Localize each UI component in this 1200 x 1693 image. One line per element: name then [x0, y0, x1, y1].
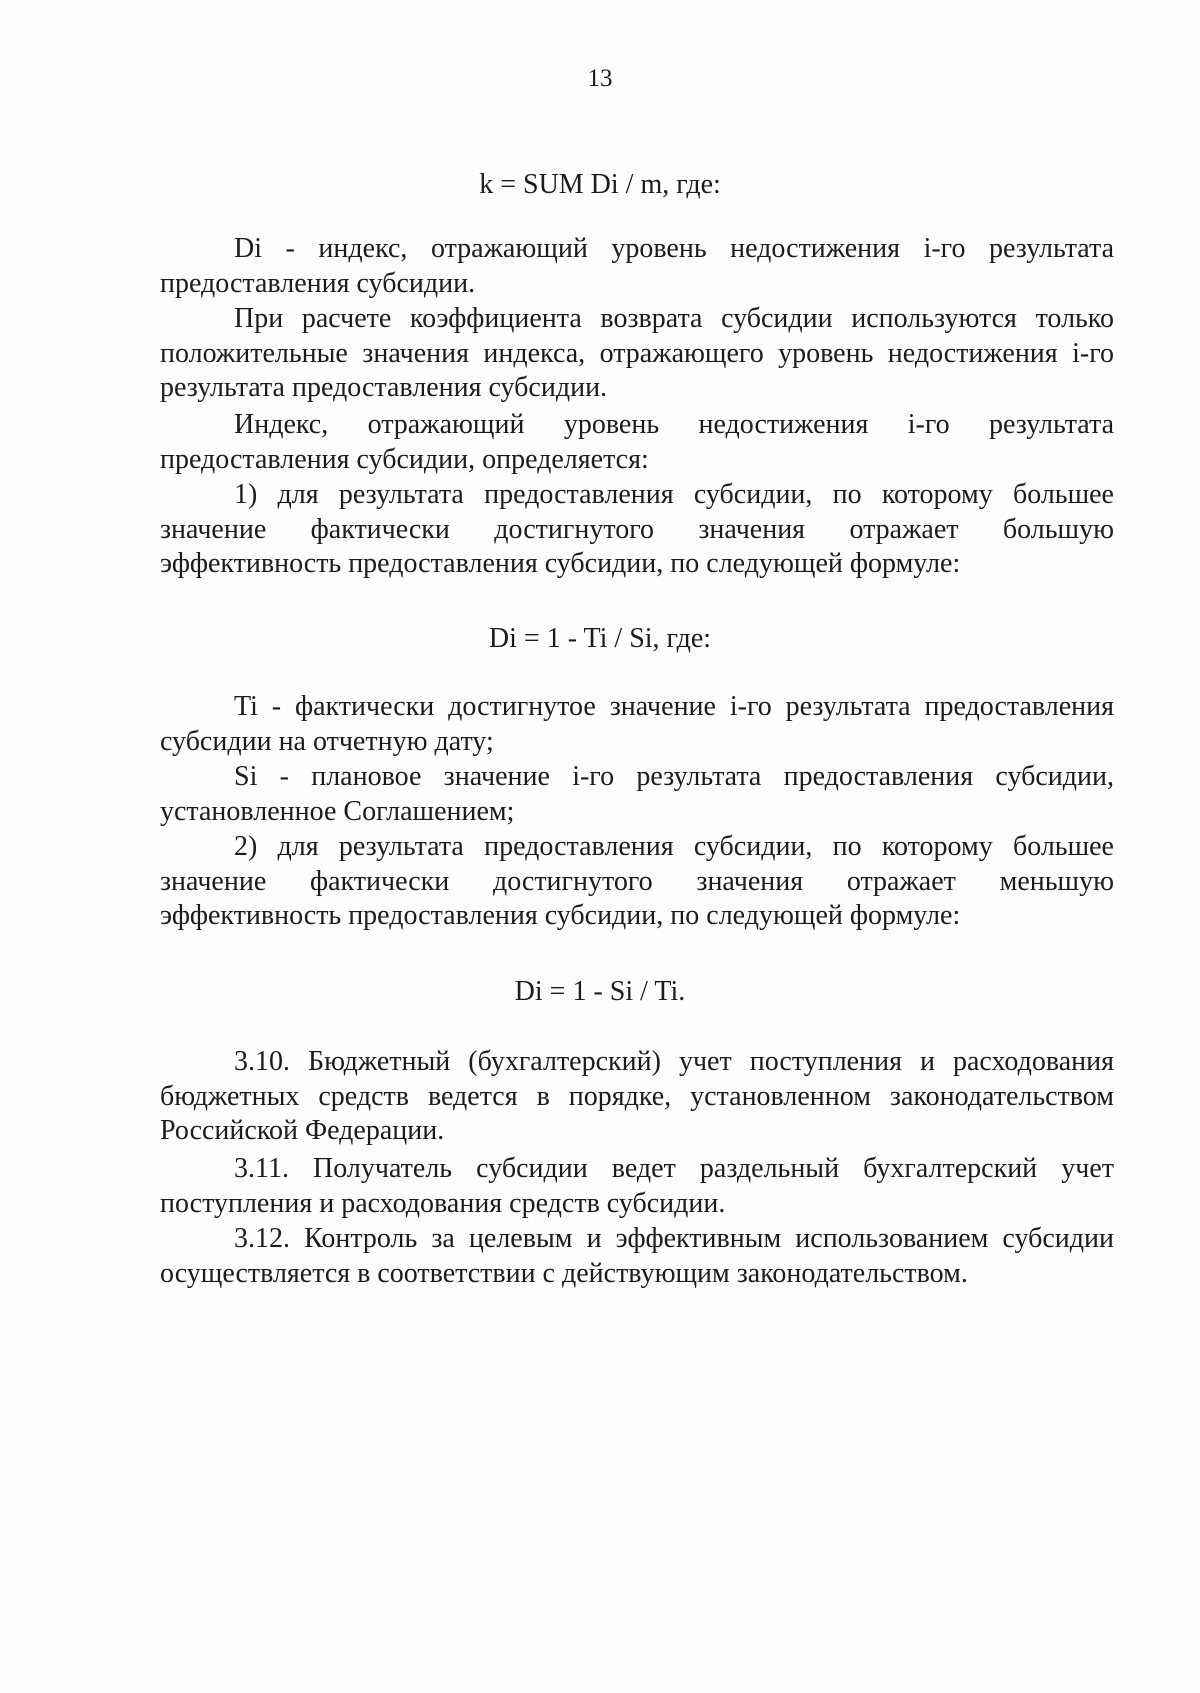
- paragraph-3-12: 3.12. Контроль за целевым и эффективным использованием субсидии осуществляется в соответствии с действующим законодательством.: [160, 1223, 1114, 1289]
- paragraph-si-definition: Si - плановое значение i-го результата предоставления субсидии, установленное Соглашением;: [160, 761, 1114, 827]
- page-number: 13: [587, 65, 613, 92]
- formula-di-less: Di = 1 - Si / Ti.: [514, 976, 686, 1007]
- formula-k: k = SUM Di / m, где:: [479, 169, 721, 200]
- paragraph-case-2: 2) для результата предоставления субсидии, по которому большее значение фактически достигнутого значения отражает меньшую эффективность предоставления субсидии, по следующей формуле:: [160, 831, 1114, 931]
- paragraph-positive-values: При расчете коэффициента возврата субсидии используются только положительные значения индекса, отражающего уровень недостижения i-го результата предоставления субсидии.: [160, 303, 1114, 403]
- paragraph-di-definition: Di - индекс, отражающий уровень недостижения i-го результата предоставления субсидии.: [160, 233, 1114, 299]
- paragraph-index-intro: Индекс, отражающий уровень недостижения i-го результата предоставления субсидии, определяется:: [160, 409, 1114, 475]
- paragraph-ti-definition: Ti - фактически достигнутое значение i-го результата предоставления субсидии на отчетную дату;: [160, 691, 1114, 757]
- paragraph-3-10: 3.10. Бюджетный (бухгалтерский) учет поступления и расходования бюджетных средств ведется в порядке, установленном законодательством Российской Федерации.: [160, 1046, 1114, 1146]
- paragraph-case-1: 1) для результата предоставления субсидии, по которому большее значение фактически достигнутого значения отражает большую эффективность предоставления субсидии, по следующей формуле:: [160, 479, 1114, 579]
- formula-di-greater: Di = 1 - Ti / Si, где:: [488, 623, 712, 654]
- paragraph-3-11: 3.11. Получатель субсидии ведет раздельный бухгалтерский учет поступления и расходования средств субсидии.: [160, 1153, 1114, 1219]
